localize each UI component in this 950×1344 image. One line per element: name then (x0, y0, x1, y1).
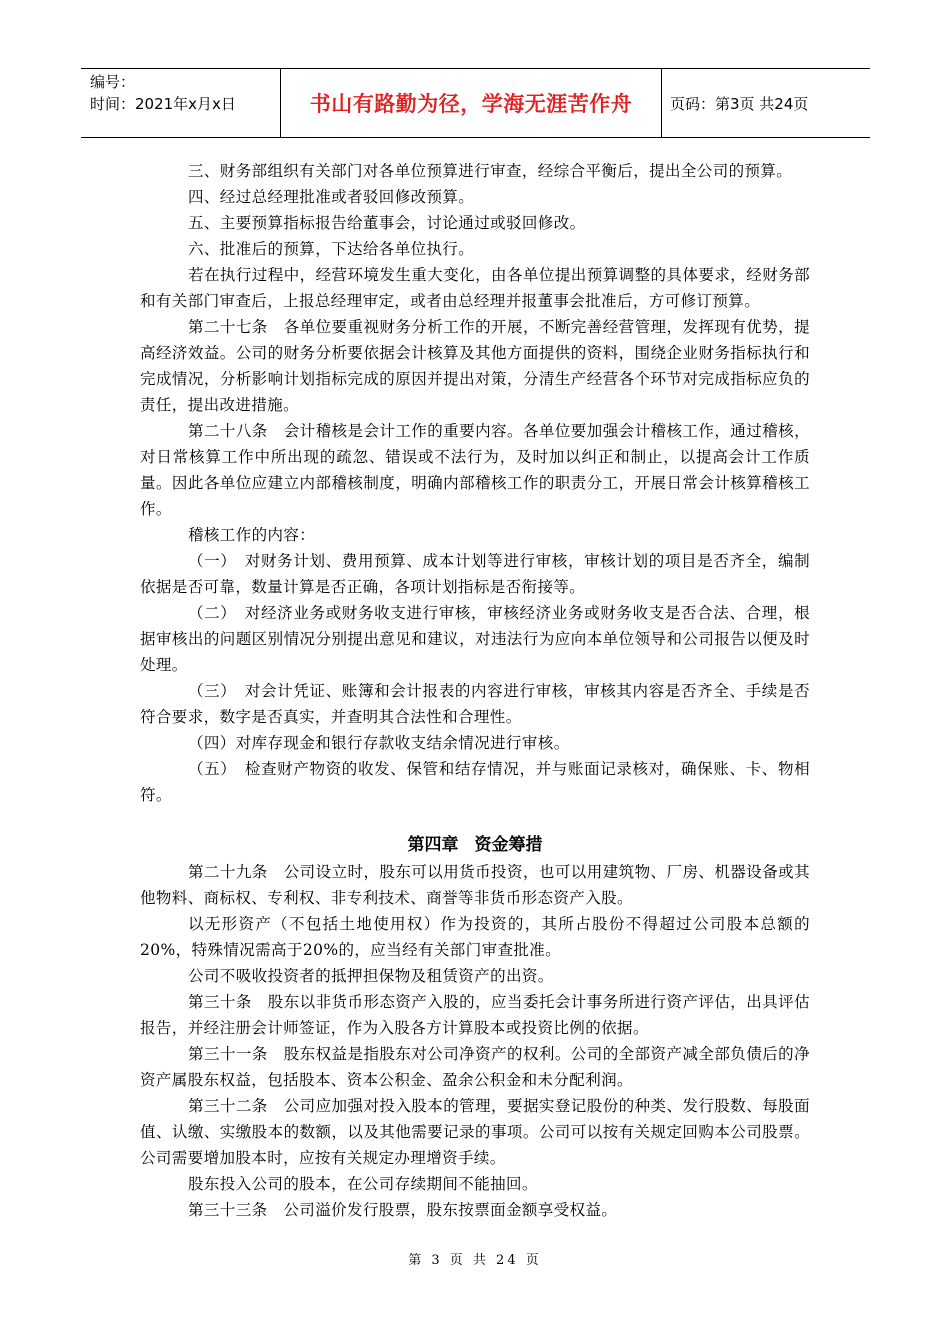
chapter-heading (140, 832, 810, 858)
page-header (81, 68, 870, 138)
header-motto: 书山有路勤为径，学海无涯苦作舟 (280, 69, 662, 137)
paragraph: （一） 对财务计划、费用预算、成本计划等进行审核，审核计划的项目是否齐全，编制依据是否可靠，数量计算是否正确，各项计划指标是否衔接等。 (140, 552, 810, 596)
paragraph: 第二十八条 会计稽核是会计工作的重要内容。各单位要加强会计稽核工作，通过稽核，对日常核算工作中所出现的疏忽、错误或不法行为，及时加以纠正和制止，以提高会计工作质量。因此各单位应建立内部稽核制度，明确内部稽核工作的职责分工，开展日常会计核算稽核工作。 (140, 422, 810, 518)
chapter-title: 资金筹措 (474, 835, 543, 855)
document-body (140, 158, 810, 1223)
paragraph: 五、主要预算指标报告给董事会，讨论通过或驳回修改。 (188, 214, 586, 232)
paragraph: （二） 对经济业务或财务收支进行审核，审核经济业务或财务收支是否合法、合理，根据审核出的问题区别情况分别提出意见和建议，对违法行为应向本单位领导和公司报告以便及时处理。 (140, 604, 810, 674)
paragraph: （四）对库存现金和银行存款收支结余情况进行审核。 (188, 734, 570, 752)
paragraph: 若在执行过程中，经营环境发生重大变化，由各单位提出预算调整的具体要求，经财务部和有关部门审查后，上报总经理审定，或者由总经理并报董事会批准后，方可修订预算。 (140, 266, 810, 310)
header-date-label: 时间：2021年x月x日 (90, 95, 236, 113)
paragraph: （五） 检查财产物资的收发、保管和结存情况，并与账面记录核对，确保账、卡、物相符。 (140, 760, 810, 804)
chapter-number: 第四章 (407, 835, 459, 855)
paragraph: 第三十条 股东以非货币形态资产入股的，应当委托会计事务所进行资产评估，出具评估报告，并经注册会计师签证，作为入股各方计算股本或投资比例的依据。 (140, 993, 810, 1037)
paragraph: 稽核工作的内容： (188, 526, 316, 544)
paragraph: 第二十七条 各单位要重视财务分析工作的开展，不断完善经营管理，发挥现有优势，提高经济效益。公司的财务分析要依据会计核算及其他方面提供的资料，围绕企业财务指标执行和完成情况，分析影响计划指标完成的原因并提出对策，分清生产经营各个环节对完成指标应负的责任，提出改进措施。 (140, 318, 810, 414)
paragraph: 第三十三条 公司溢价发行股票，股东按票面金额享受权益。 (188, 1201, 618, 1219)
paragraph: 股东投入公司的股本，在公司存续期间不能抽回。 (188, 1175, 538, 1193)
paragraph: 第三十二条 公司应加强对投入股本的管理，要据实登记股份的种类、发行股数、每股面值、认缴、实缴股本的数额，以及其他需要记录的事项。公司可以按有关规定回购本公司股票。公司需要增加股本时，应按有关规定办理增资手续。 (140, 1097, 810, 1167)
header-code-label: 编号： (90, 73, 136, 91)
paragraph: 以无形资产（不包括土地使用权）作为投资的，其所占股份不得超过公司股本总额的20%，特殊情况需高于20%的，应当经有关部门审查批准。 (140, 915, 810, 959)
page-footer: 第 3 页 共 24 页 (408, 1253, 542, 1268)
paragraph: （三） 对会计凭证、账簿和会计报表的内容进行审核，审核其内容是否齐全、手续是否符合要求，数字是否真实，并查明其合法性和合理性。 (140, 682, 810, 726)
header-meta (81, 69, 280, 137)
paragraph: 第三十一条 股东权益是指股东对公司净资产的权利。公司的全部资产减全部负债后的净资产属股东权益，包括股本、资本公积金、盈余公积金和未分配利润。 (140, 1045, 810, 1089)
paragraph: 四、经过总经理批准或者驳回修改预算。 (188, 188, 475, 206)
paragraph: 第二十九条 公司设立时，股东可以用货币投资，也可以用建筑物、厂房、机器设备或其他物料、商标权、专利权、非专利技术、商誉等非货币形态资产入股。 (140, 863, 810, 907)
paragraph: 三、财务部组织有关部门对各单位预算进行审查，经综合平衡后，提出全公司的预算。 (188, 162, 793, 180)
header-page-info: 页码：第3页 共24页 (670, 94, 809, 113)
paragraph: 六、批准后的预算，下达给各单位执行。 (188, 240, 475, 258)
paragraph: 公司不吸收投资者的抵押担保物及租赁资产的出资。 (188, 967, 554, 985)
